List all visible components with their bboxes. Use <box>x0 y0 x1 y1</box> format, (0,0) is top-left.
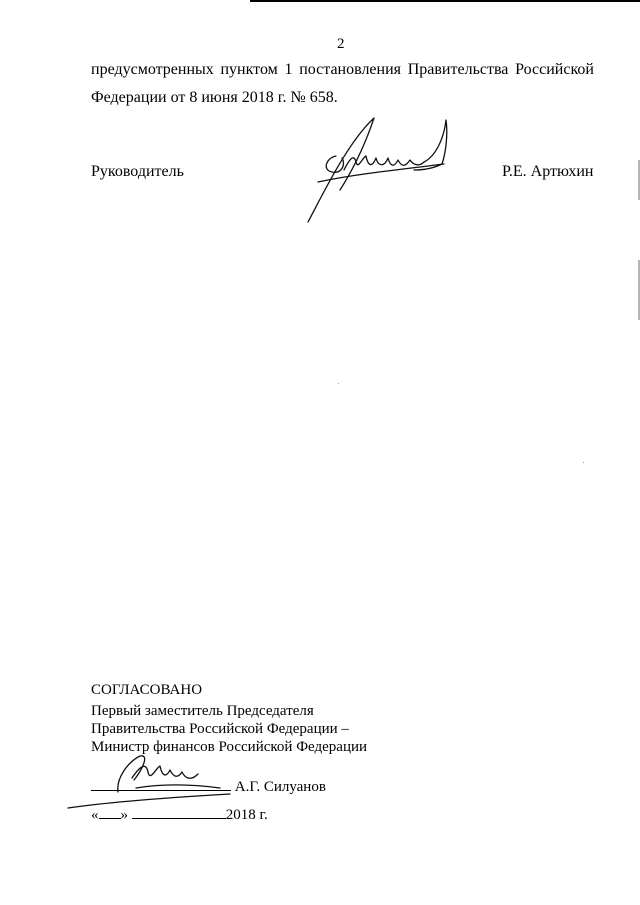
handwritten-signature-director <box>296 112 456 228</box>
body-word: постановления <box>299 61 402 78</box>
scan-speck <box>338 383 339 384</box>
body-text-line-1 <box>91 61 594 79</box>
scan-top-border <box>250 0 640 2</box>
body-word: Правительства <box>407 61 509 78</box>
date-year: 2018 г. <box>225 807 268 823</box>
page-number: 2 <box>337 36 345 52</box>
body-word: пунктом <box>220 61 278 78</box>
approval-date-row <box>91 804 268 824</box>
signatory-role: Руководитель <box>91 163 184 180</box>
body-text-line-2: Федерации от 8 июня 2018 г. № 658. <box>91 89 338 106</box>
approval-line: Первый заместитель Председателя <box>91 703 314 719</box>
approver-name: А.Г. Силуанов <box>234 779 326 795</box>
body-word: Российской <box>515 61 594 78</box>
date-day-blank <box>99 804 121 819</box>
body-word: 1 <box>284 61 293 78</box>
approval-heading: СОГЛАСОВАНО <box>91 682 203 698</box>
body-word: предусмотренных <box>91 61 214 78</box>
date-month-blank <box>132 804 226 819</box>
signatory-name: Р.Е. Артюхин <box>502 163 594 180</box>
date-open-quote: « <box>91 807 99 823</box>
approval-line: Правительства Российской Федерации – <box>91 721 349 737</box>
approval-line: Министр финансов Российской Федерации <box>91 739 368 755</box>
date-close-quote: » <box>120 807 128 823</box>
scan-speck <box>583 462 584 463</box>
